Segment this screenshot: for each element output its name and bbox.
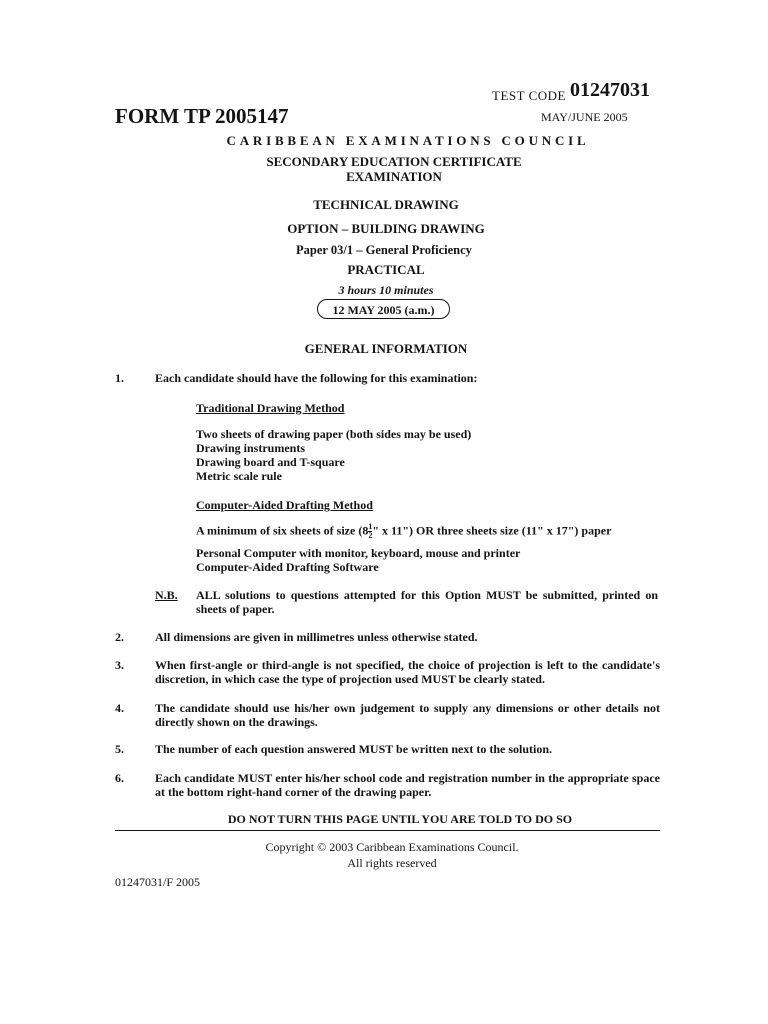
- item-number: 4.: [115, 701, 124, 715]
- council-name: CARIBBEAN EXAMINATIONS COUNCIL: [226, 133, 590, 148]
- list-item: Personal Computer with monitor, keyboard, mouse and printer: [196, 546, 521, 560]
- list-item: Drawing board and T-square: [196, 455, 345, 469]
- fraction-denominator: 2: [368, 531, 373, 540]
- certificate-title-line1: SECONDARY EDUCATION CERTIFICATE: [266, 154, 522, 169]
- cad-paper-suffix: " x 11") OR three sheets size (11" x 17") paper: [372, 523, 612, 538]
- item-text: Each candidate MUST enter his/her school code and registration number in the appropriate space at the bottom right-hand corner of the drawing paper.: [155, 771, 660, 799]
- do-not-turn-warning: DO NOT TURN THIS PAGE UNTIL YOU ARE TOLD TO DO SO: [227, 812, 573, 826]
- item-number: 1.: [115, 371, 124, 385]
- list-item: Computer-Aided Drafting Software: [196, 560, 379, 574]
- cad-method-heading: Computer-Aided Drafting Method: [196, 498, 373, 512]
- item-number: 5.: [115, 742, 124, 756]
- list-item: Drawing instruments: [196, 441, 306, 455]
- certificate-title-line2: EXAMINATION: [346, 169, 442, 184]
- exam-duration: 3 hours 10 minutes: [338, 283, 434, 297]
- item-number: 2.: [115, 630, 124, 644]
- item-text: The candidate should use his/her own judgement to supply any dimensions or other details not directly shown on the drawings.: [155, 701, 660, 729]
- general-information-heading: GENERAL INFORMATION: [304, 341, 468, 356]
- item-text: Each candidate should have the following for this examination:: [155, 371, 478, 385]
- list-item: Metric scale rule: [196, 469, 282, 483]
- exam-date-badge: 12 MAY 2005 (a.m.): [317, 299, 450, 319]
- nb-text: ALL solutions to questions attempted for this Option MUST be submitted, printed on sheets of paper.: [196, 588, 658, 616]
- item-number: 6.: [115, 771, 124, 785]
- divider: [115, 830, 660, 831]
- cad-paper-requirement: [196, 523, 611, 540]
- paper-title: Paper 03/1 – General Proficiency: [296, 243, 472, 257]
- copyright-notice: Copyright © 2003 Caribbean Examinations Council.: [265, 840, 519, 854]
- item-text: All dimensions are given in millimetres unless otherwise stated.: [155, 630, 478, 644]
- subject-title: TECHNICAL DRAWING: [313, 197, 459, 212]
- form-number: FORM TP 2005147: [115, 104, 289, 128]
- item-text: When first-angle or third-angle is not specified, the choice of projection is left to the candidate's discretion, in which case the type of projection used MUST be clearly stated.: [155, 658, 660, 686]
- item-text: The number of each question answered MUST be written next to the solution.: [155, 742, 553, 756]
- cad-paper-prefix: A minimum of six sheets of size (8: [196, 523, 369, 538]
- item-number: 3.: [115, 658, 124, 672]
- nb-label: N.B.: [155, 588, 178, 602]
- rights-notice: All rights reserved: [347, 856, 437, 870]
- footer-code: 01247031/F 2005: [115, 875, 201, 889]
- option-title: OPTION – BUILDING DRAWING: [287, 221, 485, 236]
- fraction-numerator: 1: [368, 522, 373, 531]
- traditional-method-heading: Traditional Drawing Method: [196, 401, 345, 415]
- practical-label: PRACTICAL: [347, 262, 425, 277]
- test-code-value: 01247031: [570, 79, 650, 101]
- list-item: Two sheets of drawing paper (both sides may be used): [196, 427, 472, 441]
- test-code-label: TEST CODE: [492, 88, 566, 103]
- exam-session: MAY/JUNE 2005: [541, 110, 628, 124]
